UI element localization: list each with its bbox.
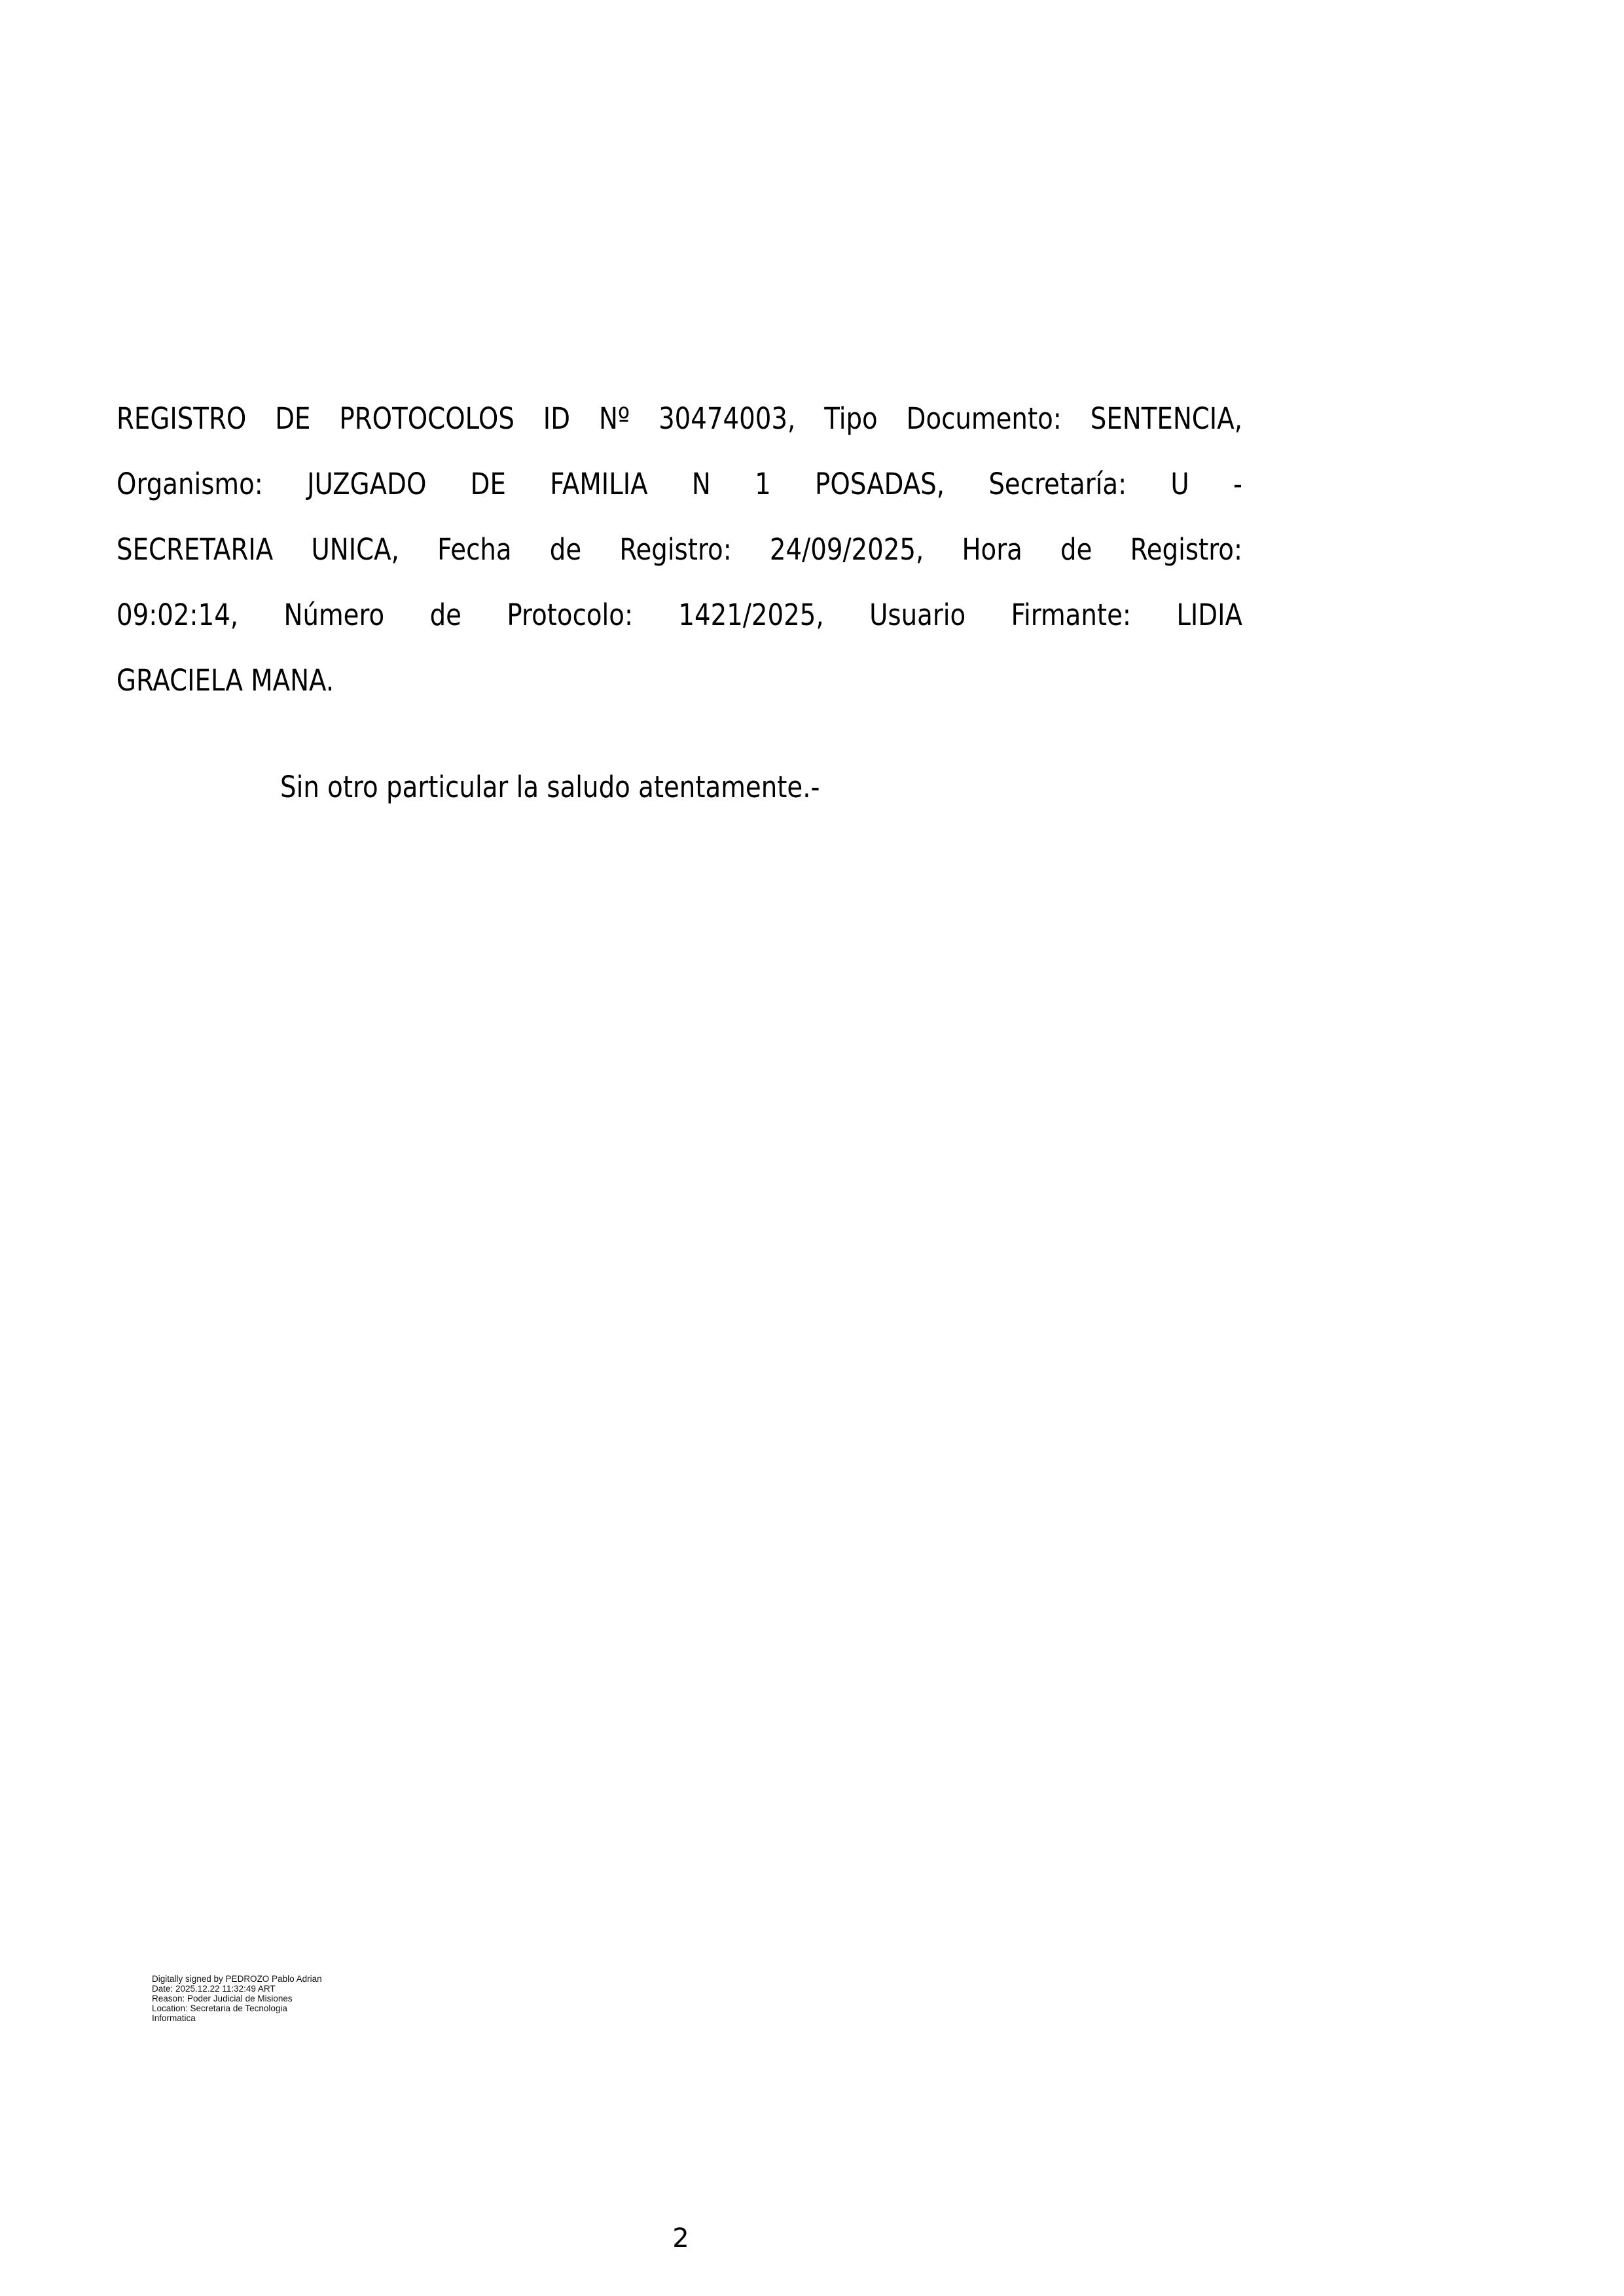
digital-signature-block [152, 1974, 414, 2023]
signature-reason: Reason: Poder Judicial de Misiones [152, 1994, 293, 2003]
page-number: 2 [672, 2223, 689, 2253]
paragraph-line-4: 09:02:14, Número de Protocolo: 1421/2025, Usuario Firmante: LIDIA [117, 598, 1242, 632]
closing-salutation: Sin otro particular la saludo atentamente.- [280, 770, 820, 804]
signature-signed-by: Digitally signed by PEDROZO Pablo Adrian [152, 1974, 322, 1984]
paragraph-line-5: GRACIELA MANA. [117, 663, 334, 698]
signature-date: Date: 2025.12.22 11:32:49 ART [152, 1984, 276, 1994]
paragraph-line-1: REGISTRO DE PROTOCOLOS ID Nº 30474003, Tipo Documento: SENTENCIA, [117, 401, 1242, 436]
signature-location-continued: Informatica [152, 2013, 196, 2023]
paragraph-line-3: SECRETARIA UNICA, Fecha de Registro: 24/09/2025, Hora de Registro: [117, 532, 1242, 567]
signature-location: Location: Secretaria de Tecnologia [152, 2003, 287, 2013]
paragraph-line-2: Organismo: JUZGADO DE FAMILIA N 1 POSADAS, Secretaría: U - [117, 467, 1242, 501]
